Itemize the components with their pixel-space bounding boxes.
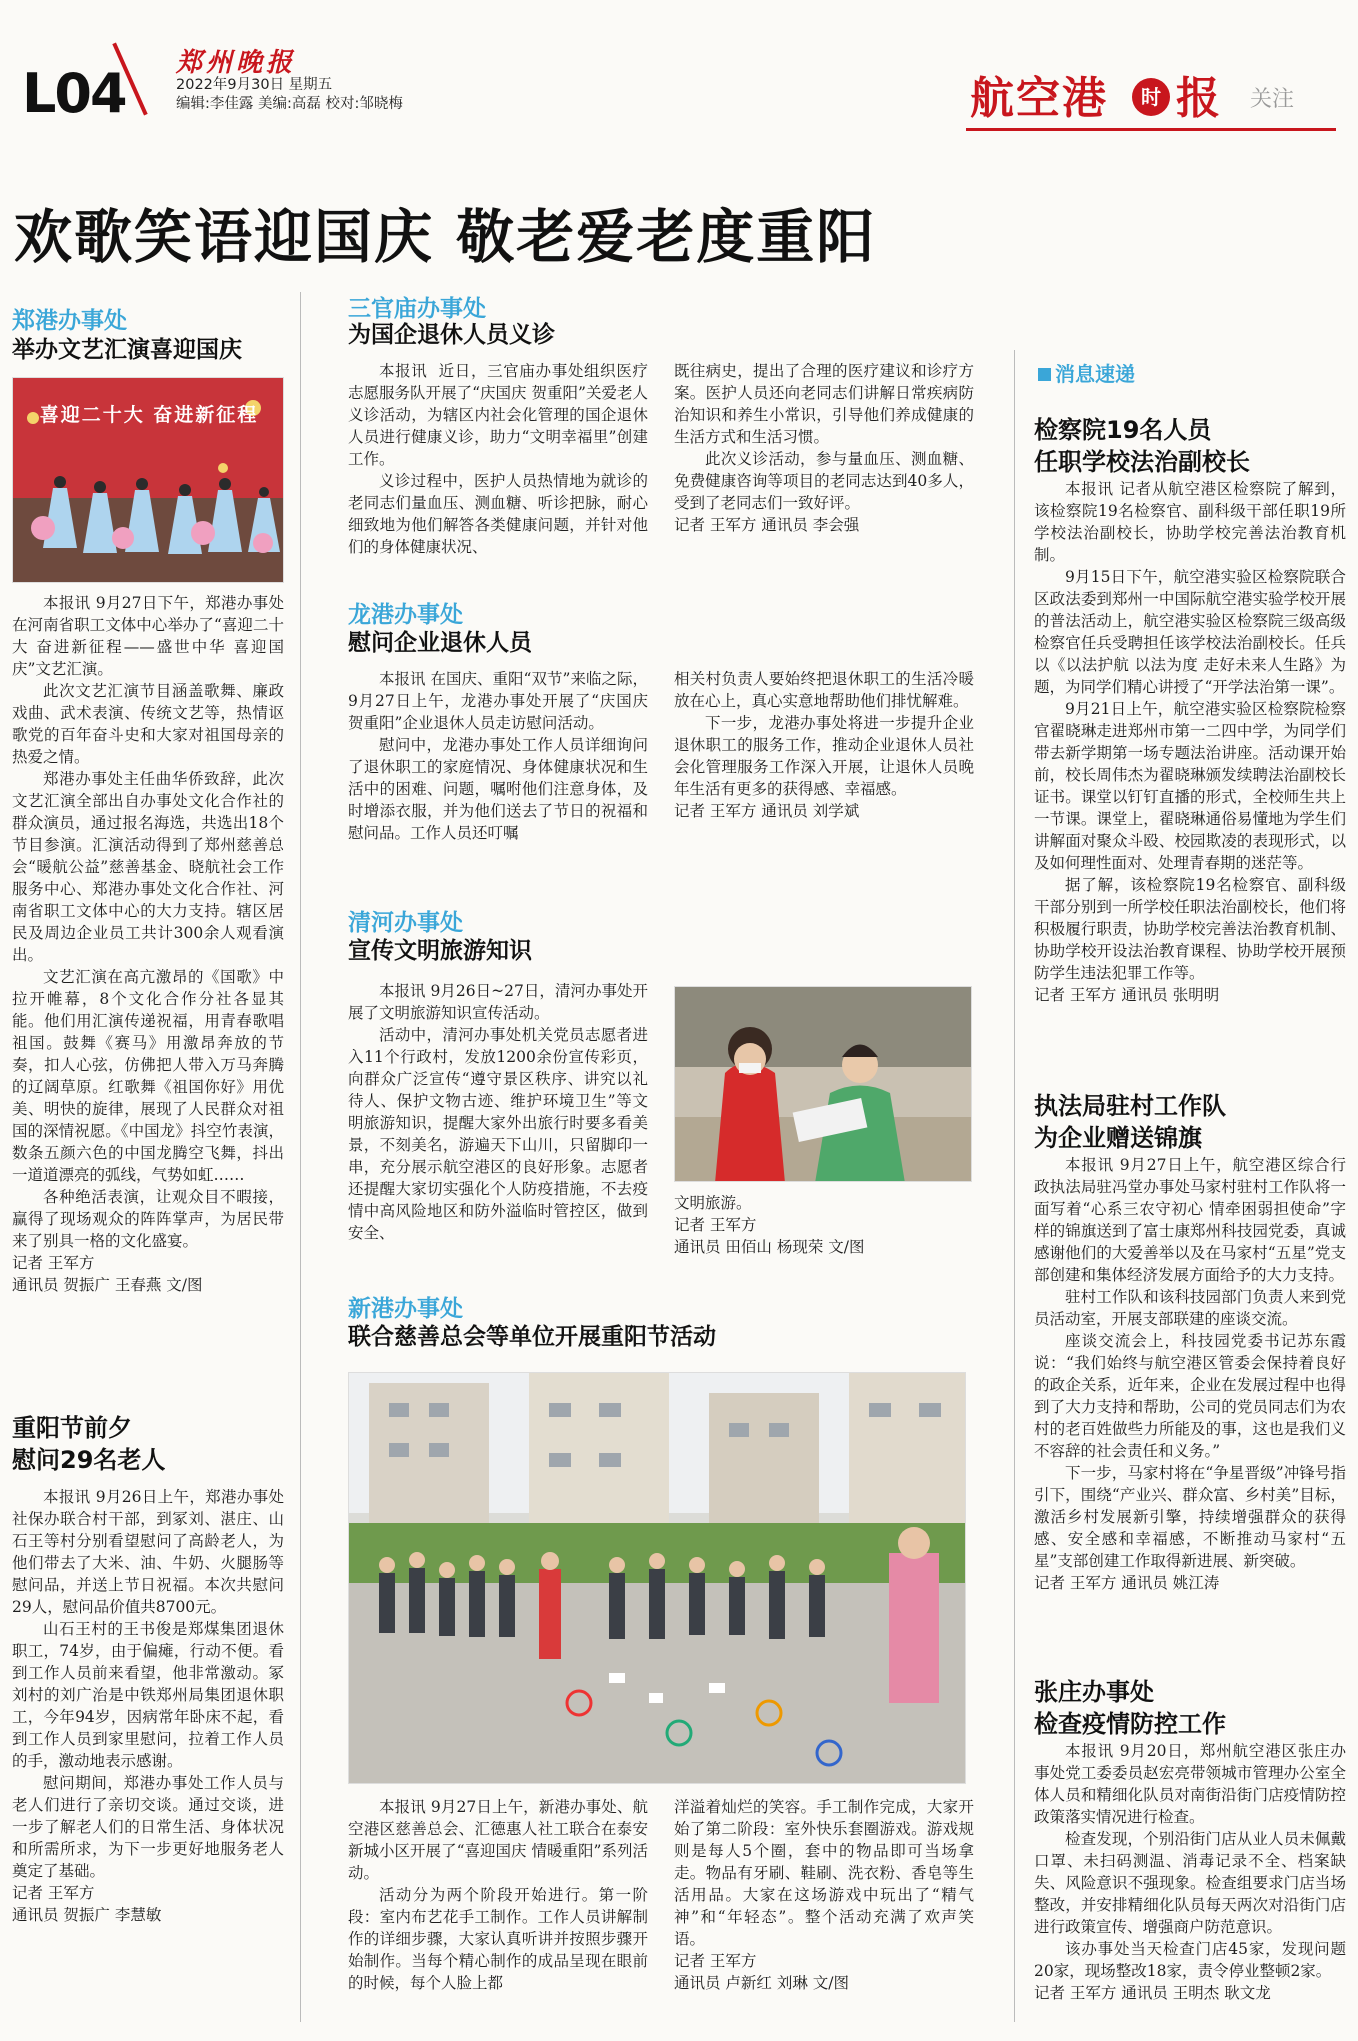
a3-title: 为国企退休人员义诊 (348, 322, 555, 348)
a1-byline: 记者 王军方 (12, 1254, 95, 1272)
a7-byline: 记者 王军方 通讯员 张明明 (1034, 986, 1220, 1004)
a8-body (1034, 1154, 1346, 1594)
a6-title: 联合慈善总会等单位开展重阳节活动 (348, 1324, 716, 1350)
a4-body-col2 (674, 668, 974, 822)
a6-para: 活动分为两个阶段开始进行。第一阶段：室内布艺花手工制作。工作人员讲解制作的详细步骤，大家认真听讲并按照步骤开始制作。当每个精心制作的成品呈现在眼前的时候，每个人脸上都 (348, 1886, 648, 1992)
a7-title-line: 检察院19名人员 (1034, 416, 1212, 444)
a4-byline: 记者 王军方 通讯员 刘学斌 (674, 802, 860, 820)
a4-para: 慰问中，龙港办事处工作人员详细询问了退休职工的家庭情况、身体健康状况和生活中的困难、问题，嘱咐他们注意身体，及时增添衣服，并为他们送去了节日的祝福和慰问品。工作人员还叮嘱 (348, 736, 648, 842)
a6-para: 洋溢着灿烂的笑容。手工制作完成，大家开始了第二阶段：室外快乐套圈游戏。游戏规则是每人5个圈，套中的物品即可当场拿走。物品有牙刷、鞋刷、洗衣粉、香皂等生活用品。大家在这场游戏中玩出了“精气神”和“年轻态”。整个活动充满了欢声笑语。 (674, 1798, 974, 1948)
a1-para: 郑港办事处主任曲华侨致辞，此次文艺汇演全部出自办事处文化合作社的群众演员，通过报名海选，共选出18个节目参演。汇演活动得到了郑州慈善总会“暖航公益”慈善基金、晓航社会工作服务中心、郑港办事处文化合作社、河南省职工文体中心的大力支持。辖区居民及周边企业员工共计300余人观看演出。 (12, 770, 284, 964)
a2-byline: 通讯员 贺振广 李慧敏 (12, 1906, 162, 1924)
a3-para-text: 近日，三官庙办事处组织医疗志愿服务队开展了“庆国庆 贺重阳”关爱老人义诊活动，为辖区内社会化管理的国企退休人员进行健康义诊，助力“文明幸福里”创建工作。 (348, 362, 648, 468)
a3-para: 既往病史，提出了合理的医疗建议和诊疗方案。医护人员还向老同志们讲解日常疾病防治知识和养生小常识，引导他们养成健康的生活方式和生活习惯。 (674, 362, 974, 446)
a6-body-col1 (348, 1796, 648, 1994)
a9-byline: 记者 王军方 通讯员 王明杰 耿文龙 (1034, 1984, 1271, 2002)
a2-para: 本报讯 9月26日上午，郑港办事处社保办联合村干部，到冢刘、湛庄、山石王等村分别看望慰问了高龄老人，为他们带去了大米、油、牛奶、火腿肠等慰问品，并送上节日祝福。本次共慰问29人，慰问品价值共8700元。 (12, 1488, 284, 1616)
a2-para: 慰问期间，郑港办事处工作人员与老人们进行了亲切交谈。通过交谈，进一步了解老人们的日常生活、身体状况和所需所求，为下一步更好地服务老人奠定了基础。 (12, 1774, 284, 1880)
community-activity-image (349, 1373, 966, 1784)
a3-body-col2 (674, 360, 974, 536)
a5-kicker: 清河办事处 (348, 910, 463, 936)
a1-photo-banner: 喜迎二十大 奋进新征程 (39, 404, 259, 426)
a1-body (12, 592, 284, 1296)
a8-para: 驻村工作队和该科技园部门负责人来到党员活动室，开展支部联建的座谈交流。 (1034, 1288, 1346, 1328)
section-badge: 时 (1132, 78, 1170, 116)
a8-title (1034, 1090, 1226, 1154)
a7-para: 9月21日上午，航空港实验区检察院检察官翟晓琳走进郑州市第一二四中学，为同学们带去新学期第一场专题法治讲座。活动课开始前，校长周伟杰为翟晓琳颁发续聘法治副校长证书。课堂以钉钉直播的形式，全校师生共上一节课。课堂上，翟晓琳通俗易懂地为学生们讲解面对聚众斗殴、校园欺凌的表现形式，以及如何理性面对、处理青春期的迷茫等。 (1034, 700, 1346, 872)
a4-title: 慰问企业退休人员 (348, 630, 532, 656)
a6-para: 本报讯 9月27日上午，新港办事处、航空港区慈善总会、汇德惠人社工联合在泰安新城小区开展了“喜迎国庆 情暖重阳”系列活动。 (348, 1798, 648, 1882)
a8-title-line: 执法局驻村工作队 (1034, 1092, 1226, 1120)
a2-title-line: 重阳节前夕 (12, 1414, 132, 1442)
a9-para: 该办事处当天检查门店45家，发现问题20家，现场整改18家，责令停业整顿2家。 (1034, 1940, 1346, 1980)
a5-tail (674, 1192, 972, 1258)
a6-photo (348, 1372, 966, 1784)
issue-date: 2022年9月30日 星期五 (176, 77, 333, 93)
a3-byline: 记者 王军方 通讯员 李会强 (674, 516, 860, 534)
square-icon (1038, 368, 1051, 381)
news-brief-text: 消息速递 (1055, 362, 1135, 386)
a1-para: 文艺汇演在高亢激昂的《国歌》中拉开帷幕，8个文化合作分社各显其能。他们用汇演传递祝福，用青春歌唱祖国。鼓舞《赛马》用激昂奔放的节奏，扣人心弦，仿佛把人带入万马奔腾的辽阔草原。红歌舞《祖国你好》用优美、明快的旋律，展现了人民群众对祖国的深情祝愿。《中国龙》抖空竹表演，数条五颜六色的中国龙腾空飞舞，抖出一道道漂亮的弧线，气势如虹…… (12, 968, 284, 1184)
section-subtitle: 关注 (1250, 87, 1295, 112)
header-rule (966, 128, 1336, 131)
a5-tail-text: 文明旅游。 (674, 1194, 752, 1212)
a8-para: 座谈交流会上，科技园党委书记苏东霞说：“我们始终与航空港区管委会保持着良好的政企关系，近年来，企业在发展过程中也得到了大力支持和帮助，公司的党员同志们为农村的老百姓做些力所能及的事，这也是我们义不容辞的社会责任和义务。” (1034, 1332, 1346, 1460)
a7-para: 9月15日下午，航空港实验区检察院联合区政法委到郑州一中国际航空港实验学校开展的普法活动上，航空港实验区检察院三级高级检察官任兵受聘担任该学校法治副校长。任兵以《以法护航 以法为度 走好未来人生路》为题，为同学们精心讲授了“开学法治第一课”。 (1034, 568, 1346, 696)
a9-para: 本报讯 9月20日，郑州航空港区张庄办事处党工委委员赵宏亮带领城市管理办公室全体人员和精细化队员对南街沿街门店疫情防控政策落实情况进行检查。 (1034, 1742, 1346, 1826)
a5-para: 活动中，清河办事处机关党员志愿者进入11个行政村，发放1200余份宣传彩页，向群众广泛宣传“遵守景区秩序、讲究以礼待人、保护文物古迹、维护环境卫生”等文明旅游知识，提醒大家外出旅行时要多看美景，不刻美名，游遍天下山川，只留脚印一串，充分展示航空港区的良好形象。志愿者还提醒大家切实强化个人防疫措施，不去疫情中高风险地区和防外溢临时管控区，做到安全、 (348, 1026, 648, 1242)
column-divider (1014, 350, 1015, 2022)
page-headline: 欢歌笑语迎国庆 敬老爱老度重阳 (14, 203, 877, 271)
a2-title-line: 慰问29名老人 (12, 1446, 166, 1474)
a3-para (348, 360, 648, 470)
a6-kicker: 新港办事处 (348, 1296, 463, 1322)
page-number: L04 (22, 62, 126, 125)
a5-photo (674, 986, 972, 1182)
a4-body-col1 (348, 668, 648, 844)
a8-byline: 记者 王军方 通讯员 姚江涛 (1034, 1574, 1220, 1592)
a9-title (1034, 1676, 1226, 1740)
a2-body (12, 1486, 284, 1926)
column-divider (300, 292, 301, 2022)
a5-byline: 记者 王军方 (674, 1216, 757, 1234)
a2-para: 山石王村的王书俊是郑煤集团退休职工，74岁，由于偏瘫，行动不便。看到工作人员前来看望，他非常激动。冢刘村的刘广治是中铁郑州局集团退休职工，今年94岁，因病常年卧床不起，看到工作人员到家里慰问，拉着工作人员的手，激动地表示感谢。 (12, 1620, 284, 1770)
a7-para: 本报讯 记者从航空港区检察院了解到，该检察院19名检察官、副科级干部任职19所学校法治副校长，协助学校完善法治教育机制。 (1034, 480, 1346, 564)
a1-title: 举办文艺汇演喜迎国庆 (12, 337, 242, 363)
a4-para: 下一步，龙港办事处将进一步提升企业退休职工的服务工作，推动企业退休人员社会化管理服务工作深入开展，让退休人员晚年生活有更多的获得感、幸福感。 (674, 714, 974, 798)
a4-kicker: 龙港办事处 (348, 602, 463, 628)
a8-title-line: 为企业赠送锦旗 (1034, 1124, 1202, 1152)
a5-para: 本报讯 9月26日~27日，清河办事处开展了文明旅游知识宣传活动。 (348, 982, 648, 1022)
a1-para: 各种绝活表演，让观众目不暇接，赢得了现场观众的阵阵掌声，为居民带来了别具一格的文化盛宴。 (12, 1188, 284, 1250)
a4-para: 本报讯 在国庆、重阳“双节”来临之际，9月27日上午，龙港办事处开展了“庆国庆 贺重阳”企业退休人员走访慰问活动。 (348, 670, 648, 732)
a6-byline: 通讯员 卢新红 刘琳 文/图 (674, 1974, 850, 1992)
a3-body-col1 (348, 360, 648, 558)
staff-credits: 编辑:李佳露 美编:高磊 校对:邹晓梅 (176, 96, 403, 112)
a7-title-line: 任职学校法治副校长 (1034, 448, 1250, 476)
a5-body (348, 980, 648, 1244)
a1-para: 此次文艺汇演节目涵盖歌舞、廉政戏曲、武术表演、传统文艺等，热情讴歌党的百年奋斗史和大家对祖国母亲的热爱之情。 (12, 682, 284, 766)
a2-title (12, 1412, 165, 1476)
a3-para: 义诊过程中，医护人员热情地为就诊的老同志们量血压、测血糖、听诊把脉，耐心细致地为他们解答各类健康问题，并针对他们的身体健康状况、 (348, 472, 648, 556)
a8-para: 本报讯 9月27日上午，航空港区综合行政执法局驻冯堂办事处马家村驻村工作队将一面写着“心系三农守初心 情牵困弱担使命”字样的锦旗送到了富士康郑州科技园党委，真诚感谢他们的大爱善举以及在马家村“五星”党支部创建和集体经济发展方面给予的大力支持。 (1034, 1156, 1346, 1284)
a9-title-line: 张庄办事处 (1034, 1678, 1154, 1706)
section-name: 航空港 (970, 73, 1108, 124)
a4-para: 相关村负责人要始终把退休职工的生活冷暖放在心上，真心实意地帮助他们排忧解难。 (674, 670, 974, 710)
a1-para: 本报讯 9月27日下午，郑港办事处在河南省职工文体中心举办了“喜迎二十大 奋进新征程——盛世中华 喜迎国庆”文艺汇演。 (12, 594, 284, 678)
a9-para: 检查发现，个别沿街门店从业人员未佩戴口罩、未扫码测温、消毒记录不全、档案缺失、风险意识不强现象。检查组要求门店当场整改，并安排精细化队员每天两次对沿街门店进行政策宣传、增强商户防范意识。 (1034, 1830, 1346, 1936)
section-name-suffix: 报 (1176, 73, 1220, 124)
a6-body-col2 (674, 1796, 974, 1994)
news-brief-label (1038, 358, 1135, 387)
a1-byline: 通讯员 贺振广 王春燕 文/图 (12, 1276, 203, 1294)
a7-body (1034, 478, 1346, 1006)
a3-para: 此次义诊活动，参与量血压、测血糖、免费健康咨询等项目的老同志达到40多人，受到了老同志们一致好评。 (674, 450, 974, 512)
a7-para: 据了解，该检察院19名检察官、副科级干部分别到一所学校任职法治副校长，他们将积极履行职责，协助学校完善法治教育机制、协助学校开设法治教育课程、协助学校开展预防学生违法犯罪工作等。 (1034, 876, 1346, 982)
newspaper-logo: 郑州晚报 (176, 48, 297, 78)
a7-title (1034, 414, 1250, 478)
a8-para: 下一步，马家村将在“争星晋级”冲锋号指引下，围绕“产业兴、群众富、乡村美”目标，激活乡村发展新引擎，持续增强群众的获得感、安全感和幸福感，不断推动马家村“五星”支部创建工作取得新进展、新突破。 (1034, 1464, 1346, 1570)
a6-byline: 记者 王军方 (674, 1952, 757, 1970)
a1-kicker: 郑港办事处 (12, 308, 127, 334)
a2-byline: 记者 王军方 (12, 1884, 95, 1902)
a9-title-line: 检查疫情防控工作 (1034, 1710, 1226, 1738)
a5-title: 宣传文明旅游知识 (348, 938, 532, 964)
a3-lead: 本报讯 (379, 362, 428, 380)
a9-body (1034, 1740, 1346, 2004)
header-meta (176, 76, 403, 114)
a3-kicker: 三官庙办事处 (348, 296, 486, 322)
a1-photo (12, 377, 284, 583)
volunteer-leaflet-image (675, 987, 972, 1182)
a5-byline: 通讯员 田佰山 杨现荣 文/图 (674, 1238, 865, 1256)
